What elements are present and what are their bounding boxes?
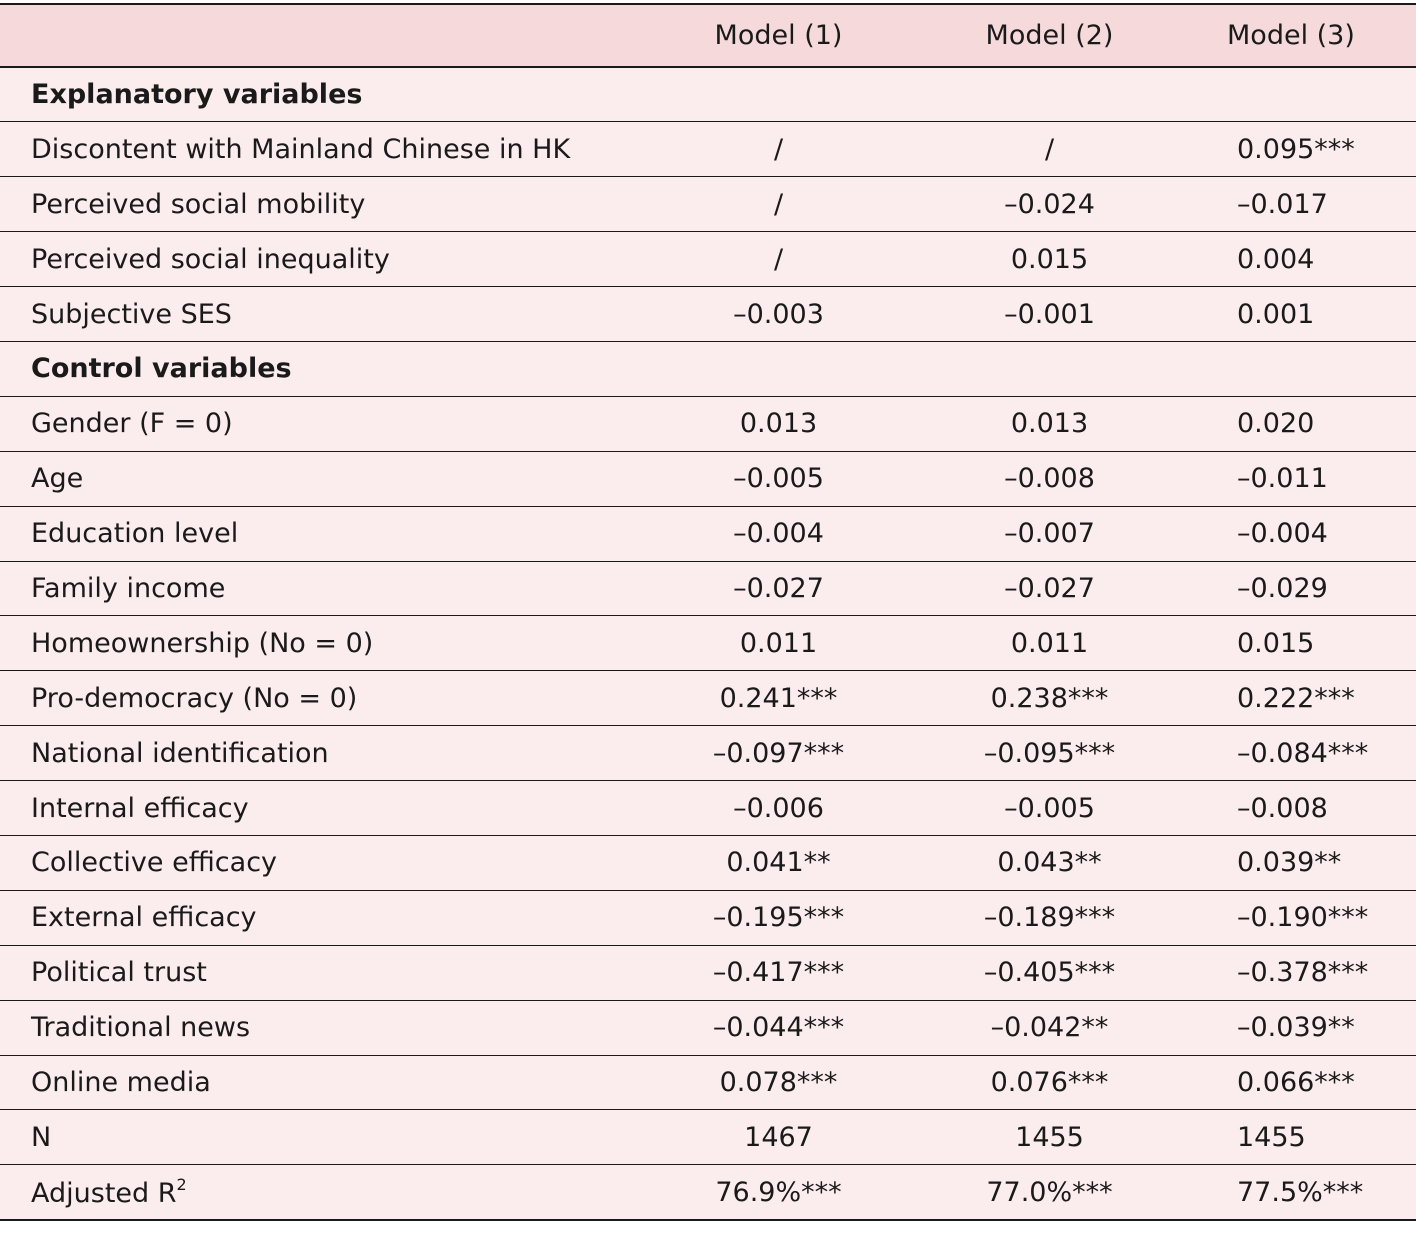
- model-3-value: 0.020: [1237, 408, 1315, 440]
- row-label-adjusted-r2: [0, 1165, 643, 1220]
- model-2-value: –0.005: [1004, 792, 1095, 824]
- model-1-value: –0.005: [733, 463, 824, 495]
- row-label: Online media: [31, 1066, 211, 1098]
- section-row-explanatory: [0, 67, 1416, 122]
- model-2-value: –0.027: [1004, 572, 1095, 604]
- table-row: [0, 1110, 1416, 1165]
- row-label: Political trust: [31, 957, 207, 989]
- model-2-value: 0.011: [1010, 627, 1089, 659]
- header-label-column: [0, 4, 643, 67]
- table-row: [0, 561, 1416, 616]
- r2-label-text: Adjusted R: [31, 1178, 177, 1209]
- model-2-value: 0.238***: [990, 682, 1109, 714]
- model-3-value: 1455: [1237, 1121, 1306, 1153]
- model-1-value: –0.044***: [712, 1012, 845, 1044]
- header-model-2: Model (2): [985, 20, 1114, 51]
- model-3-value: 0.039**: [1237, 847, 1342, 879]
- row-label: Traditional news: [31, 1012, 251, 1044]
- model-2-value: –0.095***: [983, 737, 1116, 769]
- table-row: [0, 781, 1416, 836]
- header-model-1: Model (1): [714, 20, 843, 51]
- model-3-value: –0.190***: [1237, 902, 1369, 934]
- model-3-value: 0.004: [1237, 243, 1315, 275]
- model-1-value: /: [773, 133, 784, 165]
- table-row: [0, 122, 1416, 177]
- model-2-value: –0.001: [1004, 298, 1095, 330]
- row-label: N: [31, 1121, 52, 1153]
- model-1-value: 1467: [744, 1121, 813, 1153]
- model-1-value: –0.003: [733, 298, 824, 330]
- model-3-value: 0.066***: [1237, 1066, 1355, 1098]
- row-label: Perceived social mobility: [31, 188, 366, 220]
- model-1-value: 76.9%***: [715, 1176, 842, 1208]
- table-row: [0, 890, 1416, 945]
- model-3-value: –0.084***: [1237, 737, 1369, 769]
- model-1-value: /: [773, 188, 784, 220]
- row-label: Family income: [31, 572, 226, 604]
- model-2-value: 0.076***: [990, 1066, 1109, 1098]
- model-1-value: /: [773, 243, 784, 275]
- model-3-value: –0.011: [1237, 463, 1328, 495]
- model-2-value: –0.189***: [983, 902, 1116, 934]
- model-3-value: –0.004: [1237, 518, 1328, 550]
- model-1-value: –0.417***: [712, 957, 845, 989]
- row-label: Homeownership (No = 0): [31, 627, 374, 659]
- model-3-value: –0.039**: [1237, 1012, 1355, 1044]
- row-label: National identification: [31, 737, 329, 769]
- table-row: [0, 451, 1416, 506]
- model-1-value: –0.195***: [712, 902, 845, 934]
- model-2-value: –0.007: [1004, 518, 1095, 550]
- table-row: [0, 232, 1416, 287]
- model-1-value: –0.006: [733, 792, 824, 824]
- model-3-value: –0.378***: [1237, 957, 1369, 989]
- model-3-value: 0.015: [1237, 627, 1315, 659]
- model-1-value: 0.041**: [726, 847, 831, 879]
- table-row: [0, 945, 1416, 1000]
- model-2-value: 1455: [1015, 1121, 1084, 1153]
- section-title-control: Control variables: [31, 353, 292, 385]
- model-3-value: –0.017: [1237, 188, 1328, 220]
- row-label: Perceived social inequality: [31, 243, 390, 275]
- model-3-value: 0.222***: [1237, 682, 1355, 714]
- model-3-value: 0.095***: [1237, 133, 1355, 165]
- table-row: [0, 726, 1416, 781]
- table-row: [0, 1000, 1416, 1055]
- row-label: Subjective SES: [31, 298, 232, 330]
- model-1-value: –0.027: [733, 572, 824, 604]
- row-label: Gender (F = 0): [31, 408, 233, 440]
- table-row: [0, 506, 1416, 561]
- model-1-value: 0.078***: [719, 1066, 838, 1098]
- table-header-row: [0, 4, 1416, 67]
- row-label: Pro-democracy (No = 0): [31, 682, 358, 714]
- table-row: [0, 616, 1416, 671]
- row-label: Collective efficacy: [31, 847, 278, 879]
- model-2-value: 0.043**: [997, 847, 1102, 879]
- model-3-value: –0.008: [1237, 792, 1328, 824]
- model-3-value: 0.001: [1237, 298, 1315, 330]
- model-2-value: –0.405***: [983, 957, 1116, 989]
- r2-superscript: 2: [176, 1175, 187, 1194]
- table-row: [0, 1055, 1416, 1110]
- row-label: Internal efficacy: [31, 792, 249, 824]
- regression-table-container: [0, 3, 1416, 1221]
- model-2-value: 0.015: [1010, 243, 1089, 275]
- model-3-value: –0.029: [1237, 572, 1328, 604]
- table-row: [0, 177, 1416, 232]
- header-model-3: Model (3): [1227, 20, 1355, 51]
- row-label: External efficacy: [31, 902, 257, 934]
- section-title-explanatory: Explanatory variables: [31, 79, 363, 111]
- row-label: Age: [31, 463, 84, 495]
- model-2-value: –0.024: [1004, 188, 1095, 220]
- table-row: [0, 287, 1416, 342]
- regression-table: [0, 3, 1416, 1221]
- model-2-value: /: [1044, 133, 1055, 165]
- table-row: [0, 835, 1416, 890]
- table-row-adjusted-r2: [0, 1165, 1416, 1220]
- row-label: Discontent with Mainland Chinese in HK: [31, 133, 571, 165]
- table-row: [0, 671, 1416, 726]
- model-2-value: 0.013: [1010, 408, 1089, 440]
- model-1-value: 0.241***: [719, 682, 838, 714]
- table-row: [0, 396, 1416, 451]
- model-3-value: 77.5%***: [1237, 1176, 1364, 1208]
- model-2-value: 77.0%***: [986, 1176, 1113, 1208]
- model-1-value: 0.013: [739, 408, 818, 440]
- model-1-value: –0.097***: [712, 737, 845, 769]
- model-1-value: –0.004: [733, 518, 824, 550]
- model-2-value: –0.008: [1004, 463, 1095, 495]
- model-2-value: –0.042**: [990, 1012, 1109, 1044]
- section-row-control: [0, 341, 1416, 396]
- model-1-value: 0.011: [739, 627, 818, 659]
- row-label: Education level: [31, 518, 239, 550]
